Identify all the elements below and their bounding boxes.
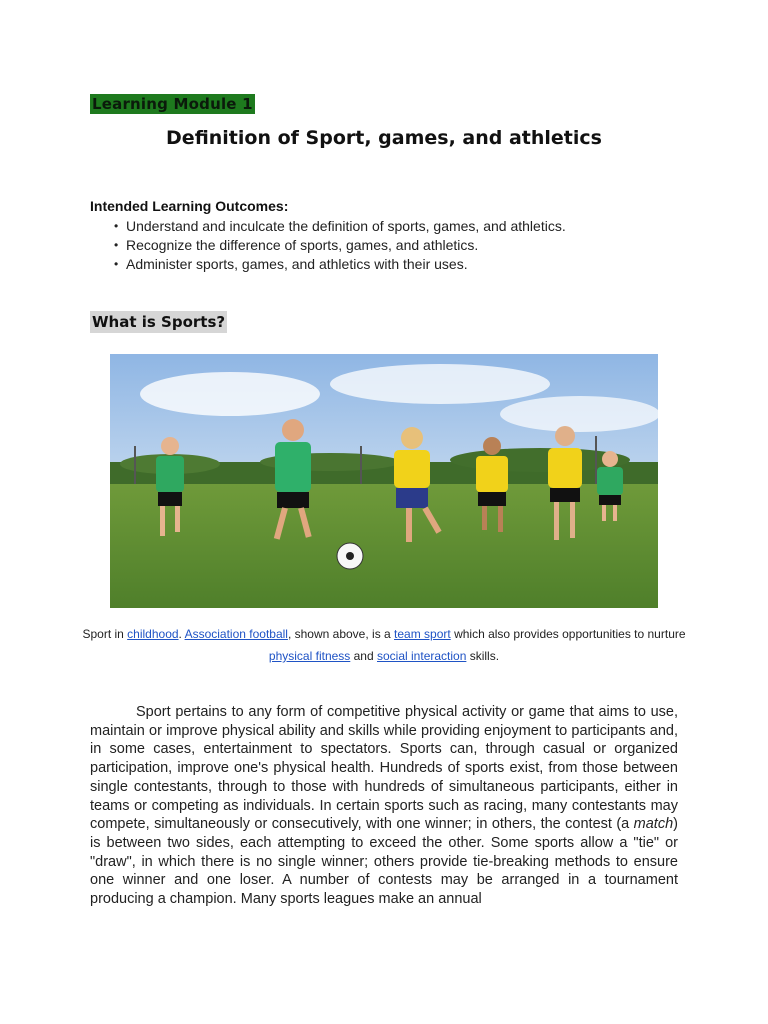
module-label: Learning Module 1: [92, 95, 253, 113]
bullet-icon: •: [114, 238, 119, 252]
physical-fitness-link[interactable]: physical fitness: [268, 649, 351, 663]
section-heading: What is Sports?: [92, 313, 226, 331]
social-interaction-link[interactable]: social interaction: [377, 649, 467, 663]
list-item: • Recognize the difference of sports, games, and athletics.: [114, 237, 479, 253]
team-sport-link[interactable]: team sport: [394, 627, 451, 641]
list-item: • Understand and inculcate the definition of sports, games, and athletics.: [114, 218, 566, 234]
association-football-link[interactable]: Association football: [184, 627, 288, 641]
photo-caption: Sport in childhood. Association football, shown above, is a team sport which also provides opportunities to nurture physical fitness and social interaction skills.: [82, 627, 686, 663]
outcomes-list: [90, 217, 566, 274]
document-title: Definition of Sport, games, and athletics: [166, 127, 602, 149]
bullet-icon: •: [114, 257, 119, 271]
childhood-link[interactable]: childhood: [127, 627, 179, 641]
soccer-photo: [110, 354, 658, 608]
outcomes-heading: Intended Learning Outcomes:: [90, 198, 289, 214]
body-paragraph: Sport pertains to any form of competitive physical activity or game that aims to use, maintain or improve physical ability and skills while providing enjoyment to participants and, in some cases, entertainment to spectators. Sports can, through casual or organized participation, improve one's physical health. Hundreds of sports exist, from those between single contestants, through to those with hundreds of simultaneous participants, either in teams or competing as individuals. In certain sports such as racing, many contestants may compete, simultaneously or consecutively, with one winner; in others, the contest (a match) is between two sides, each attempting to exceed the other. Some sports allow a "tie" or "draw", in which there is no single winner; others provide tie-breaking methods to ensure one winner and one loser. A number of contests may be arranged in a tournament producing a champion. Many sports leagues make an annual: [90, 704, 678, 908]
bullet-icon: •: [114, 219, 119, 233]
list-item: • Administer sports, games, and athletics with their uses.: [114, 256, 468, 272]
match-term: match: [633, 816, 674, 833]
